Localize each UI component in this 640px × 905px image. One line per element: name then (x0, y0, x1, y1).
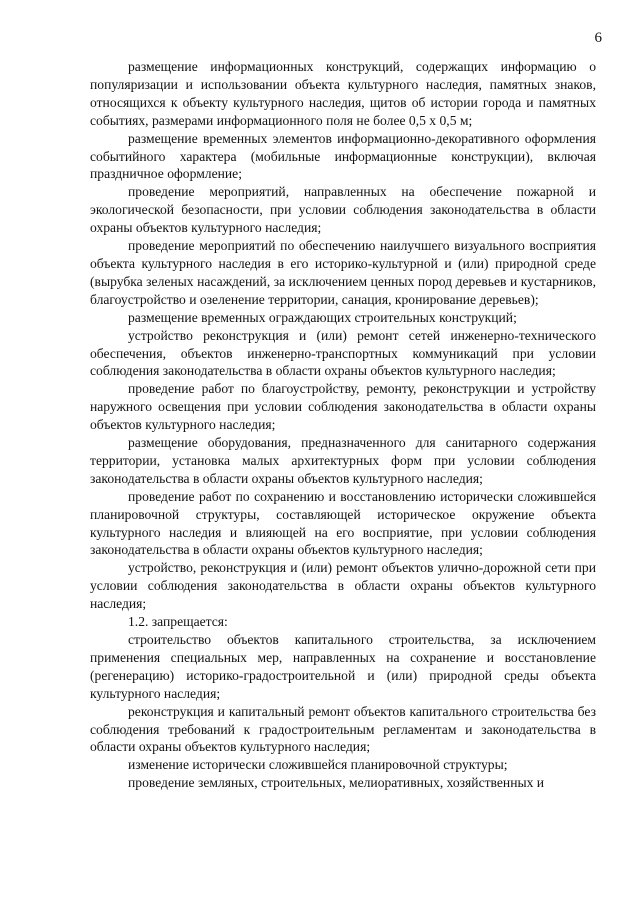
document-body (90, 58, 596, 792)
paragraph-sanitary-equipment: размещение оборудования, предназначенного для санитарного содержания территории, установка малых архитектурных форм при условии соблюдения законодательства в области охраны объектов культурного наследия; (90, 435, 596, 486)
paragraph-temporary-decorations: размещение временных элементов информационно-декоративного оформления событийного характера (мобильные информационные конструкции), включая праздничное оформление; (90, 130, 596, 182)
paragraph-road-network: устройство, реконструкция и (или) ремонт объектов улично-дорожной сети при условии соблюдения законодательства в области охраны объектов культурного наследия; (90, 560, 596, 612)
page-number: 6 (594, 30, 602, 46)
paragraph-visual-perception: проведение мероприятий по обеспечению наилучшего визуального восприятия объекта культурного наследия в его историко-культурной и (или) природной среде (вырубка зеленых насаждений, за исключением ценных пород деревьев и кустарников, благоустройство и озеленение территории, санация, кронирование деревьев); (90, 238, 596, 307)
paragraph-engineering-networks: устройство реконструкция и (или) ремонт сетей инженерно-технического обеспечения, объектов инженерно-транспортных коммуникаций при условии соблюдения законодательства в области охраны объектов культурного наследия; (90, 327, 596, 379)
paragraph-earthworks: проведение земляных, строительных, мелиоративных, хозяйственных и (128, 775, 545, 791)
paragraph-temporary-fences: размещение временных ограждающих строительных конструкций; (128, 309, 517, 325)
section-heading-prohibited: 1.2. запрещается: (128, 614, 228, 630)
paragraph-planning-structure-change: изменение исторически сложившейся планировочной структуры; (128, 757, 508, 773)
paragraph-info-constructions: размещение информационных конструкций, содержащих информацию о популяризации и использовании объекта культурного наследия, памятных знаков, относящихся к объекту культурного наследия, щитов об истории города и памятных событиях, размерами информационного поля не более 0,5 х 0,5 м; (90, 59, 596, 128)
paragraph-landscaping-lighting: проведение работ по благоустройству, ремонту, реконструкции и устройству наружного освещения при условии соблюдения законодательства в области охраны объектов культурного наследия; (90, 381, 596, 433)
paragraph-fire-ecology-safety: проведение мероприятий, направленных на обеспечение пожарной и экологической безопасности, при условии соблюдения законодательства в области охраны объектов культурного наследия; (90, 184, 596, 236)
paragraph-planning-structure-restoration: проведение работ по сохранению и восстановлению исторически сложившейся планировочной структуры, составляющей историческое окружение объекта культурного наследия и влияющей на его восприятие, при условии соблюдения законодательства в области охраны объектов культурного наследия; (90, 488, 596, 558)
paragraph-capital-construction: строительство объектов капитального строительства, за исключением применения специальных мер, направленных на сохранение и восстановление (регенерацию) историко-градостроительной и (или) природной среды объекта культурного наследия; (90, 632, 596, 701)
paragraph-reconstruction-repair: реконструкция и капитальный ремонт объектов капитального строительства без соблюдения требований к градостроительным регламентам и законодательства в области охраны объектов культурного наследия; (90, 703, 596, 755)
